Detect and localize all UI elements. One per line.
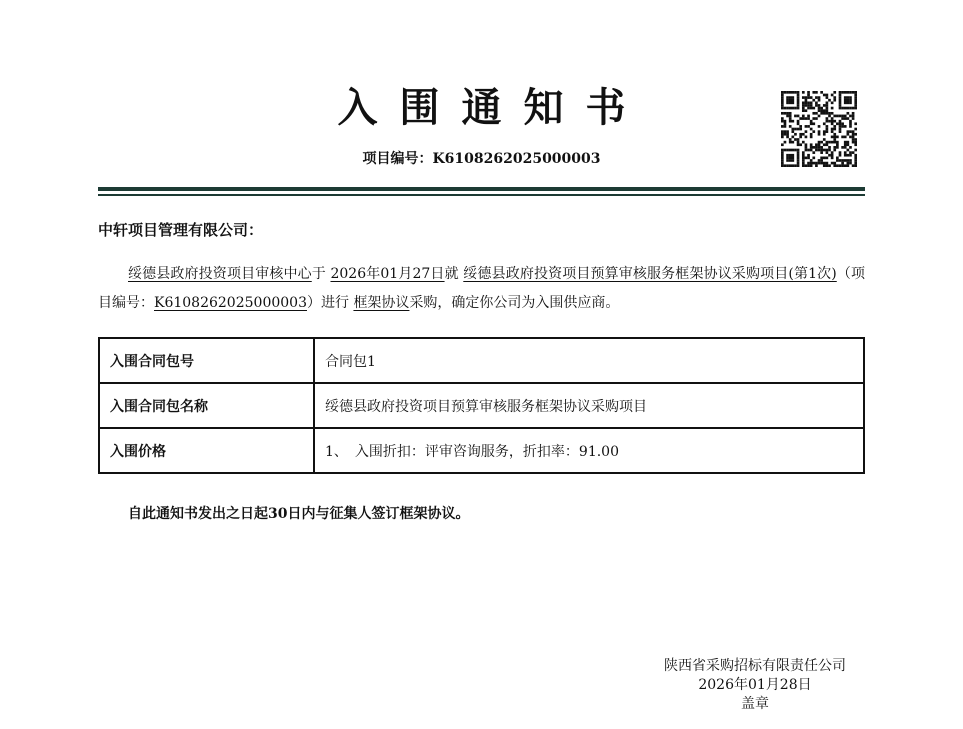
table-row: [99, 383, 864, 428]
header-divider-thick: [98, 187, 865, 191]
issuer-name: 陕西省采购招标有限责任公司: [664, 658, 846, 674]
text-fragment: ）进行: [306, 295, 349, 311]
text-fragment: （项目编号：: [98, 266, 866, 311]
signature-block: [645, 657, 865, 714]
text-fragment: 就: [444, 266, 459, 282]
procurement-method: 框架协议: [353, 295, 410, 311]
body-project-number: K6108262025000003: [154, 295, 307, 311]
table-row: [99, 338, 864, 383]
project-number-value: K6108262025000003: [432, 151, 601, 167]
award-info-table: [98, 337, 865, 474]
row-label: 入围价格: [99, 428, 314, 473]
row-value: 绥德县政府投资项目预算审核服务框架协议采购项目: [314, 383, 864, 428]
project-number-label: 项目编号：: [362, 151, 433, 167]
page-title: 入围通知书: [337, 84, 648, 131]
project-name: 绥德县政府投资项目预算审核服务框架协议采购项目(第1次): [463, 266, 837, 282]
notice-date: 2026年01月27日: [330, 266, 445, 282]
seal-label: 盖章: [741, 696, 769, 712]
notification-paragraph: [98, 260, 865, 318]
header-divider-thin: [98, 194, 865, 196]
salutation: 中轩项目管理有限公司：: [98, 221, 264, 239]
row-label: 入围合同包号: [99, 338, 314, 383]
table-row: [99, 428, 864, 473]
qr-code-icon: [781, 91, 857, 167]
row-value: 合同包1: [314, 338, 864, 383]
row-label: 入围合同包名称: [99, 383, 314, 428]
text-fragment: 采购，确定你公司为入围供应商。: [409, 295, 620, 311]
purchaser-name: 绥德县政府投资项目审核中心: [128, 266, 312, 282]
text-fragment: 于: [311, 266, 326, 282]
row-value: 1、 入围折扣：评审咨询服务，折扣率：91.00: [314, 428, 864, 473]
issue-date: 2026年01月28日: [698, 677, 812, 693]
signing-notice: 自此通知书发出之日起30日内与征集人签订框架协议。: [128, 506, 470, 522]
